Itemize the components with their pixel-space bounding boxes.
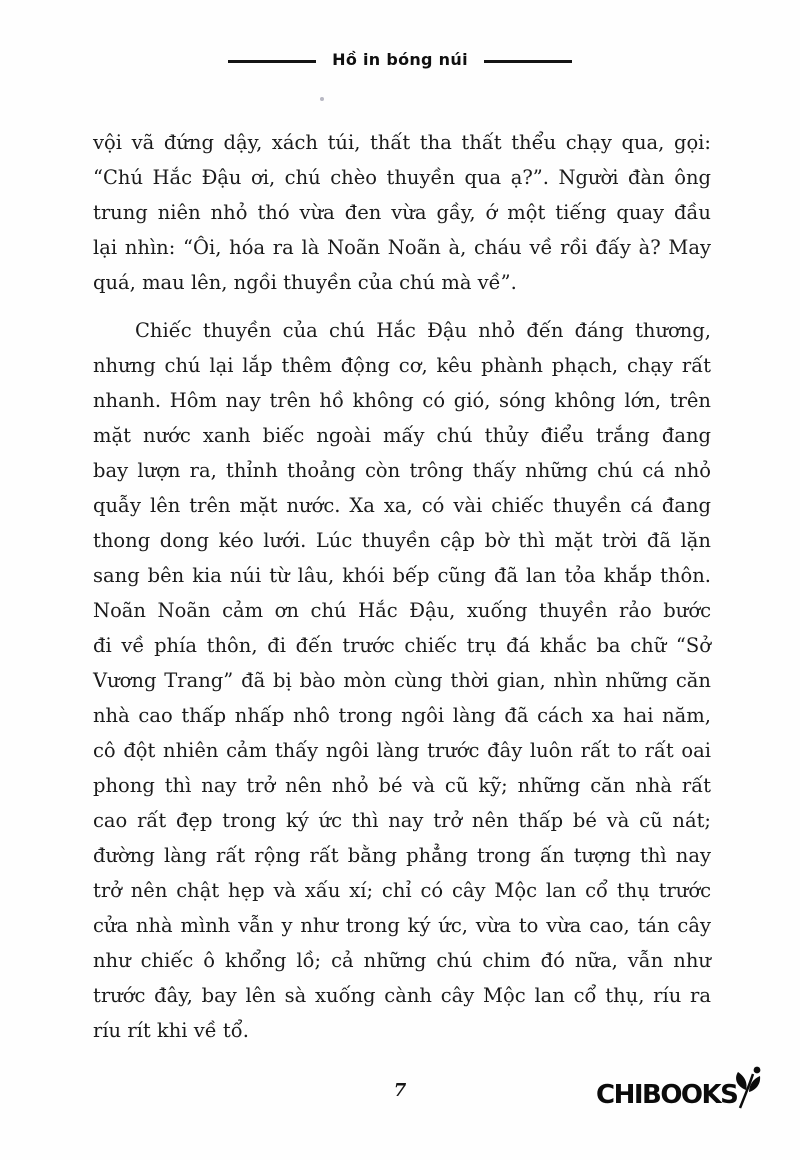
text-line: nhanh. Hôm nay trên hồ không có gió, sóng không lớn, trên — [93, 389, 711, 412]
text-line: nhà cao thấp nhấp nhô trong ngôi làng đã cách xa hai năm, — [93, 704, 711, 727]
paragraph — [93, 125, 711, 300]
text-line: Chiếc thuyền của chú Hắc Đậu nhỏ đến đáng thương, — [135, 319, 711, 342]
scan-speck — [320, 97, 324, 101]
paragraph — [93, 313, 711, 1048]
text-line: Vương Trang” đã bị bào mòn cùng thời gian, nhìn những căn — [93, 669, 711, 692]
text-line: vội vã đứng dậy, xách túi, thất tha thất thểu chạy qua, gọi: — [93, 131, 711, 154]
text-line: sang bên kia núi từ lâu, khói bếp cũng đã lan tỏa khắp thôn. — [93, 564, 711, 587]
text-line: đường làng rất rộng rất bằng phẳng trong ấn tượng thì nay — [93, 844, 711, 867]
text-line: cửa nhà mình vẫn y như trong ký ức, vừa to vừa cao, tán cây — [93, 914, 711, 937]
text-line: thong dong kéo lưới. Lúc thuyền cập bờ thì mặt trời đã lặn — [93, 529, 711, 552]
text-line: cô đột nhiên cảm thấy ngôi làng trước đây luôn rất to rất oai — [93, 739, 711, 762]
text-line: trung niên nhỏ thó vừa đen vừa gầy, ớ một tiếng quay đầu — [93, 201, 711, 224]
text-line: ríu rít khi về tổ. — [93, 1019, 249, 1042]
text-line: quá, mau lên, ngồi thuyền của chú mà về”. — [93, 271, 517, 294]
text-line: Noãn Noãn cảm ơn chú Hắc Đậu, xuống thuyền rảo bước — [93, 599, 711, 622]
running-header-title: Hồ in bóng núi — [332, 50, 468, 69]
text-line: phong thì nay trở nên nhỏ bé và cũ kỹ; những căn nhà rất — [93, 774, 711, 797]
header-rule-left — [228, 60, 316, 63]
text-line: lại nhìn: “Ôi, hóa ra là Noãn Noãn à, cháu về rồi đấy à? May — [93, 236, 711, 259]
text-line: trở nên chật hẹp và xấu xí; chỉ có cây Mộc lan cổ thụ trước — [93, 879, 711, 902]
text-line: mặt nước xanh biếc ngoài mấy chú thủy điểu trắng đang — [93, 424, 711, 447]
publisher-logo — [596, 1076, 764, 1114]
text-line: trước đây, bay lên sà xuống cành cây Mộc lan cổ thụ, ríu ra — [93, 984, 711, 1007]
page-body-text — [93, 125, 711, 1048]
text-line: quẫy lên trên mặt nước. Xa xa, có vài chiếc thuyền cá đang — [93, 494, 711, 517]
header-rule-right — [484, 60, 572, 63]
page-number: 7 — [393, 1080, 407, 1101]
leaf-quill-icon — [730, 1066, 764, 1114]
text-line: bay lượn ra, thỉnh thoảng còn trông thấy những chú cá nhỏ — [93, 459, 711, 482]
running-header — [0, 50, 800, 69]
text-line: “Chú Hắc Đậu ơi, chú chèo thuyền qua ạ?”. Người đàn ông — [93, 166, 711, 189]
text-line: nhưng chú lại lắp thêm động cơ, kêu phành phạch, chạy rất — [93, 354, 711, 377]
text-line: như chiếc ô khổng lồ; cả những chú chim đó nữa, vẫn như — [93, 949, 711, 972]
text-line: đi về phía thôn, đi đến trước chiếc trụ đá khắc ba chữ “Sở — [93, 634, 711, 657]
text-line: cao rất đẹp trong ký ức thì nay trở nên thấp bé và cũ nát; — [93, 809, 711, 832]
publisher-logo-text: CHIBOOKS — [596, 1080, 738, 1110]
